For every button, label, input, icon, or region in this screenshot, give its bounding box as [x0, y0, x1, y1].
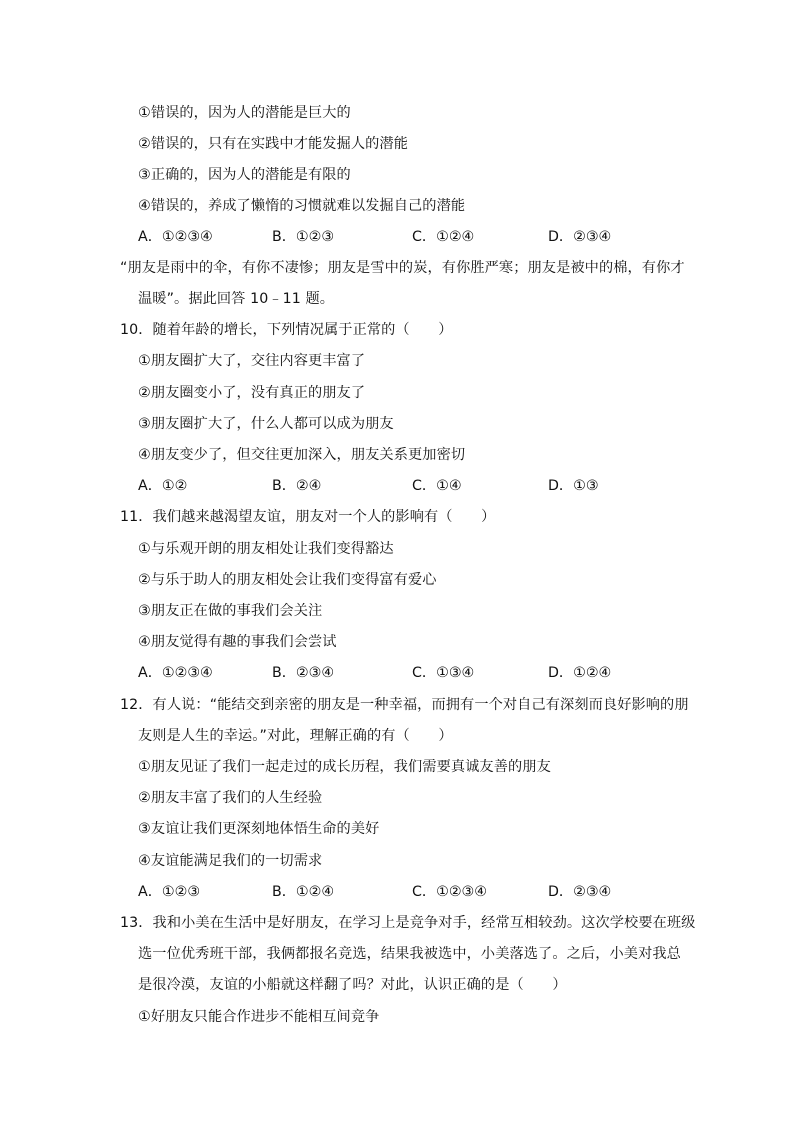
statement-1: ①与乐观开朗的朋友相处让我们变得豁达 [138, 541, 394, 557]
statement-1: ①错误的，因为人的潜能是巨大的 [138, 105, 351, 121]
option-b: B．①②③ [272, 229, 335, 245]
option-d: D．①③ [548, 478, 599, 494]
statement-2: ②朋友丰富了我们的人生经验 [138, 790, 323, 806]
intro-line-2: 温暖”。据此回答 10﹣11 题。 [138, 291, 335, 307]
option-c: C．①②③④ [412, 884, 487, 900]
option-a: A．①② [138, 478, 188, 494]
statement-3: ③朋友正在做的事我们会关注 [138, 603, 323, 619]
statement-3: ③正确的，因为人的潜能是有限的 [138, 167, 351, 183]
statement-4: ④朋友变少了，但交往更加深入，朋友关系更加密切 [138, 447, 466, 463]
statement-1: ①朋友见证了我们一起走过的成长历程，我们需要真诚友善的朋友 [138, 759, 551, 775]
question-13-stem-line-1: 13．我和小美在生活中是好朋友，在学习上是竞争对手，经常互相较劲。这次学校要在班级 [120, 915, 696, 931]
option-b: B．①②④ [272, 884, 335, 900]
statement-4: ④朋友觉得有趣的事我们会尝试 [138, 634, 337, 650]
statement-2: ②错误的，只有在实践中才能发掘人的潜能 [138, 136, 408, 152]
statement-2: ②与乐于助人的朋友相处会让我们变得富有爱心 [138, 572, 437, 588]
question-11-stem: 11．我们越来越渴望友谊，朋友对一个人的影响有（ ） [120, 509, 496, 525]
statement-2: ②朋友圈变小了，没有真正的朋友了 [138, 385, 366, 401]
statement-3: ③友谊让我们更深刻地体悟生命的美好 [138, 821, 380, 837]
question-12-stem-line-2: 友则是人生的幸运。”对此，理解正确的有（ ） [138, 728, 453, 744]
option-c: C．①④ [412, 478, 462, 494]
question-10-stem: 10．随着年龄的增长，下列情况属于正常的（ ） [120, 322, 453, 338]
option-d: D．②③④ [548, 229, 612, 245]
option-a: A．①②③④ [138, 665, 213, 681]
option-c: C．①③④ [412, 665, 475, 681]
question-12-stem-line-1: 12．有人说：“能结交到亲密的朋友是一种幸福，而拥有一个对自己有深刻而良好影响的朋 [120, 697, 689, 713]
statement-1: ①朋友圈扩大了，交往内容更丰富了 [138, 353, 366, 369]
option-d: D．②③④ [548, 884, 612, 900]
question-13-stem-line-3: 是很冷漠，友谊的小船就这样翻了吗？对此，认识正确的是（ ） [138, 977, 567, 993]
option-b: B．②③④ [272, 665, 335, 681]
option-b: B．②④ [272, 478, 322, 494]
statement-1: ①好朋友只能合作进步不能相互间竞争 [138, 1009, 380, 1025]
option-d: D．①②④ [548, 665, 612, 681]
statement-3: ③朋友圈扩大了，什么人都可以成为朋友 [138, 416, 394, 432]
option-c: C．①②④ [412, 229, 475, 245]
statement-4: ④错误的，养成了懒惰的习惯就难以发掘自己的潜能 [138, 198, 466, 214]
statement-4: ④友谊能满足我们的一切需求 [138, 853, 323, 869]
question-13-stem-line-2: 选一位优秀班干部，我俩都报名竞选，结果我被选中，小美落选了。之后，小美对我总 [138, 946, 681, 962]
intro-line-1: “朋友是雨中的伞，有你不凄惨；朋友是雪中的炭，有你胜严寒；朋友是被中的棉，有你才 [120, 260, 685, 276]
option-a: A．①②③ [138, 884, 201, 900]
option-a: A．①②③④ [138, 229, 213, 245]
